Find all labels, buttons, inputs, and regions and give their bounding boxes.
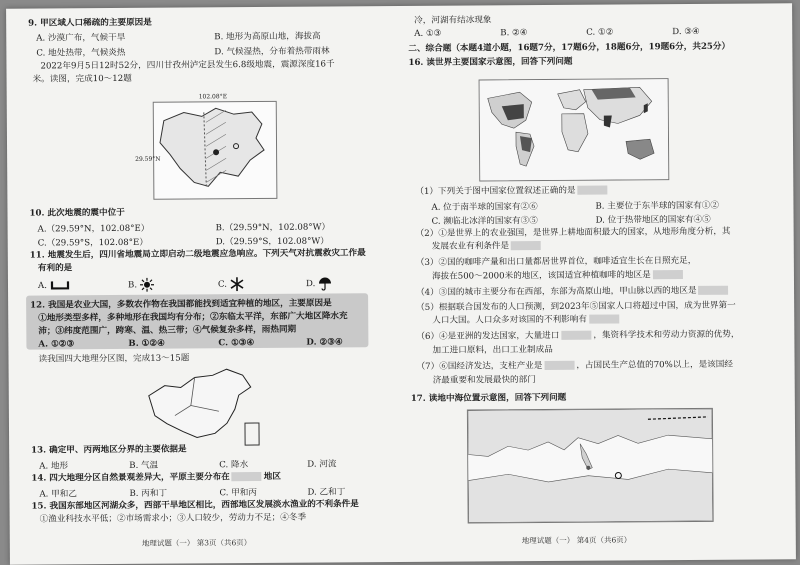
option-16-1a: A. 位于南半球的国家有②⑥ — [431, 200, 537, 213]
sub-question-5: （5）根据联合国发布的人口预测，到2023年⑤国家人口将超过中国，成为世界第一 — [416, 301, 736, 314]
page-footer-right: 地理试题（一） 第4页（共6页） — [522, 534, 632, 546]
option-15c: C. ①② — [586, 28, 613, 38]
question-12: 12. 我国是农业大国，多数农作物在我国都能找到适宜种植的地区，主要原因是 — [30, 298, 332, 311]
option-15a: A. ①③ — [414, 29, 441, 39]
option-9d: D. 气候湿热，分布着热带雨林 — [214, 44, 329, 57]
mediterranean-map-drawing — [468, 409, 713, 523]
option-9c: C. 地处热带，气候炎热 — [36, 46, 125, 59]
exam-paper — [6, 3, 796, 564]
option-12c: C. ①③④ — [218, 338, 254, 348]
question-16: 16. 读世界主要国家示意图，回答下列问题 — [408, 57, 572, 69]
sub-question-7-line2: 济最重要和发展最快的部门 — [433, 375, 536, 387]
sub-question-2-line2: 发展农业有利条件是 — [432, 241, 543, 253]
question-9: 9. 甲区域人口稀疏的主要原因是 — [28, 18, 152, 30]
sub-question-1: （1）下列关于图中国家位置叙述正确的是 — [415, 186, 609, 198]
option-11c: C. — [218, 277, 244, 291]
question-15: 15. 我国东部地区河湖众多，西部干旱地区相比，西部地区发展淡水渔业的不利条件是 — [32, 499, 359, 512]
option-10d: D.（29.59°S，102.08°W） — [216, 235, 329, 248]
option-14a: A. 甲和乙 — [39, 487, 77, 499]
map-lat-label: 29.59°N — [135, 154, 161, 165]
question-10: 10. 此次地震的震中位于 — [29, 208, 124, 220]
question-14: 14. 四大地理分区自然景观差异大，平原主要分布在 地区 — [31, 472, 281, 485]
world-countries-map — [479, 78, 670, 181]
sub-question-6: （6）④是亚洲的发达国家，大量进口 ，集资科学技术和劳动力资源的优势， — [416, 330, 739, 343]
question-12-line3: 沛；③纬度范围广，跨寒、温、热三带；④气候复杂多样，雨热同期 — [38, 325, 296, 338]
option-16-1d: D. 位于热带地区的国家有④⑤ — [596, 213, 711, 226]
mediterranean-map — [467, 408, 714, 524]
intro-earthquake-1: 2022年9月5日12时52分，四川甘孜州泸定县发生6.8级地震，震源深度16千 — [40, 59, 334, 72]
intro-earthquake-2: 米。读图，完成10～12题 — [33, 74, 132, 86]
world-map-drawing — [480, 79, 669, 180]
sub-question-5-line2: 人口大国。人口众多对该国的不利影响有 — [432, 314, 621, 326]
option-11b: B. — [128, 278, 154, 292]
option-13c: C. 降水 — [219, 458, 248, 470]
sichuan-map — [153, 101, 278, 200]
option-11d: D. — [306, 276, 332, 290]
option-12a: A. ①②③ — [38, 339, 74, 349]
option-15d: D. ③④ — [672, 27, 700, 37]
china-map-drawing — [135, 365, 264, 450]
question-13: 13. 确定甲、丙两地区分界的主要依据是 — [31, 445, 187, 457]
option-14c: C. 甲和丙 — [219, 486, 257, 498]
overcast-symbol-icon — [50, 280, 70, 290]
sichuan-map-drawing — [154, 102, 277, 199]
option-10c: C.（29.59°S，102.08°E） — [38, 236, 148, 249]
option-13b: B. 气温 — [129, 459, 158, 471]
right-page — [408, 3, 774, 6]
continuation-text: 冷，河湖有结冰现象 — [414, 15, 491, 27]
option-13a: A. 地形 — [39, 459, 68, 471]
option-9b: B. 地形为高原山地，海拔高 — [214, 30, 320, 43]
left-page — [28, 6, 390, 9]
question-11-line2: 有利的是 — [38, 263, 72, 274]
sub-question-3: （3）②国的咖啡产量和出口量都居世界首位，咖啡适宜生长在日照充足， — [416, 256, 697, 269]
redacted-blank — [232, 472, 262, 481]
option-12b: B. ①②④ — [128, 339, 164, 349]
china-regions-map — [135, 365, 264, 450]
sub-question-7: （7）⑥国经济发达，支柱产业是 ，占国民生产总值的70%以上，是该国经 — [417, 360, 733, 373]
sunny-icon — [140, 278, 154, 292]
sub-question-2: （2）①是世界上的农业强国，是世界上耕地面积最大的国家，从地形角度分析，其 — [416, 227, 731, 240]
option-9a: A. 沙漠广布，气候干旱 — [36, 31, 125, 44]
option-14b: B. 丙和丁 — [129, 487, 167, 499]
sub-question-3-line2: 海拔在500～2000米的地区，该国适宜种植咖啡的地区是 — [432, 270, 685, 283]
option-10b: B.（29.59°N，102.08°W） — [216, 220, 331, 233]
option-15b: B. ②④ — [500, 28, 527, 38]
question-11-line1: 11. 地震发生后，四川省地震局立即启动二级地震应急响应。下列天气对抗震救灾工作最 — [30, 248, 366, 261]
option-10a: A.（29.59°N，102.08°E） — [38, 222, 150, 235]
option-11a: A. — [38, 280, 70, 291]
rain-umbrella-icon — [318, 276, 332, 290]
option-16-1b: B. 主要位于东半球的国家有①② — [595, 199, 719, 212]
option-13d: D. 河流 — [307, 457, 336, 469]
map-lon-label: 102.08°E — [199, 91, 227, 102]
sub-question-4: （4）③国的城市主要分布在西部，东部为高原山地，甲山脉以西的地区是 — [416, 286, 731, 299]
question-15-line2: ①渔业科技水平低；②市场需求小；③人口较少，劳动力不足；④冬季 — [40, 513, 306, 526]
section-heading: 二、综合题（本题4道小题，16题7分，17题6分，18题6分，19题6分，共25分） — [408, 42, 730, 55]
page-footer-left: 地理试题（一） 第3页（共6页） — [142, 537, 252, 549]
snow-icon — [230, 277, 244, 291]
option-12d: D. ②③④ — [306, 337, 342, 347]
sub-question-6-line2: 加工进口原料，出口工业制成品 — [432, 345, 552, 357]
question-12-line2: ①地形类型多样，多种地形在我国均有分布；②东临太平洋，东部广大地区降水充 — [38, 311, 347, 324]
option-14d: D. 乙和丁 — [307, 485, 345, 497]
question-17: 17. 读地中海位置示意图，回答下列问题 — [411, 393, 567, 405]
intro-regions: 读我国四大地理分区图，完成13～15题 — [38, 353, 189, 365]
option-16-1c: C. 濒临北冰洋的国家有③⑤ — [432, 214, 538, 227]
